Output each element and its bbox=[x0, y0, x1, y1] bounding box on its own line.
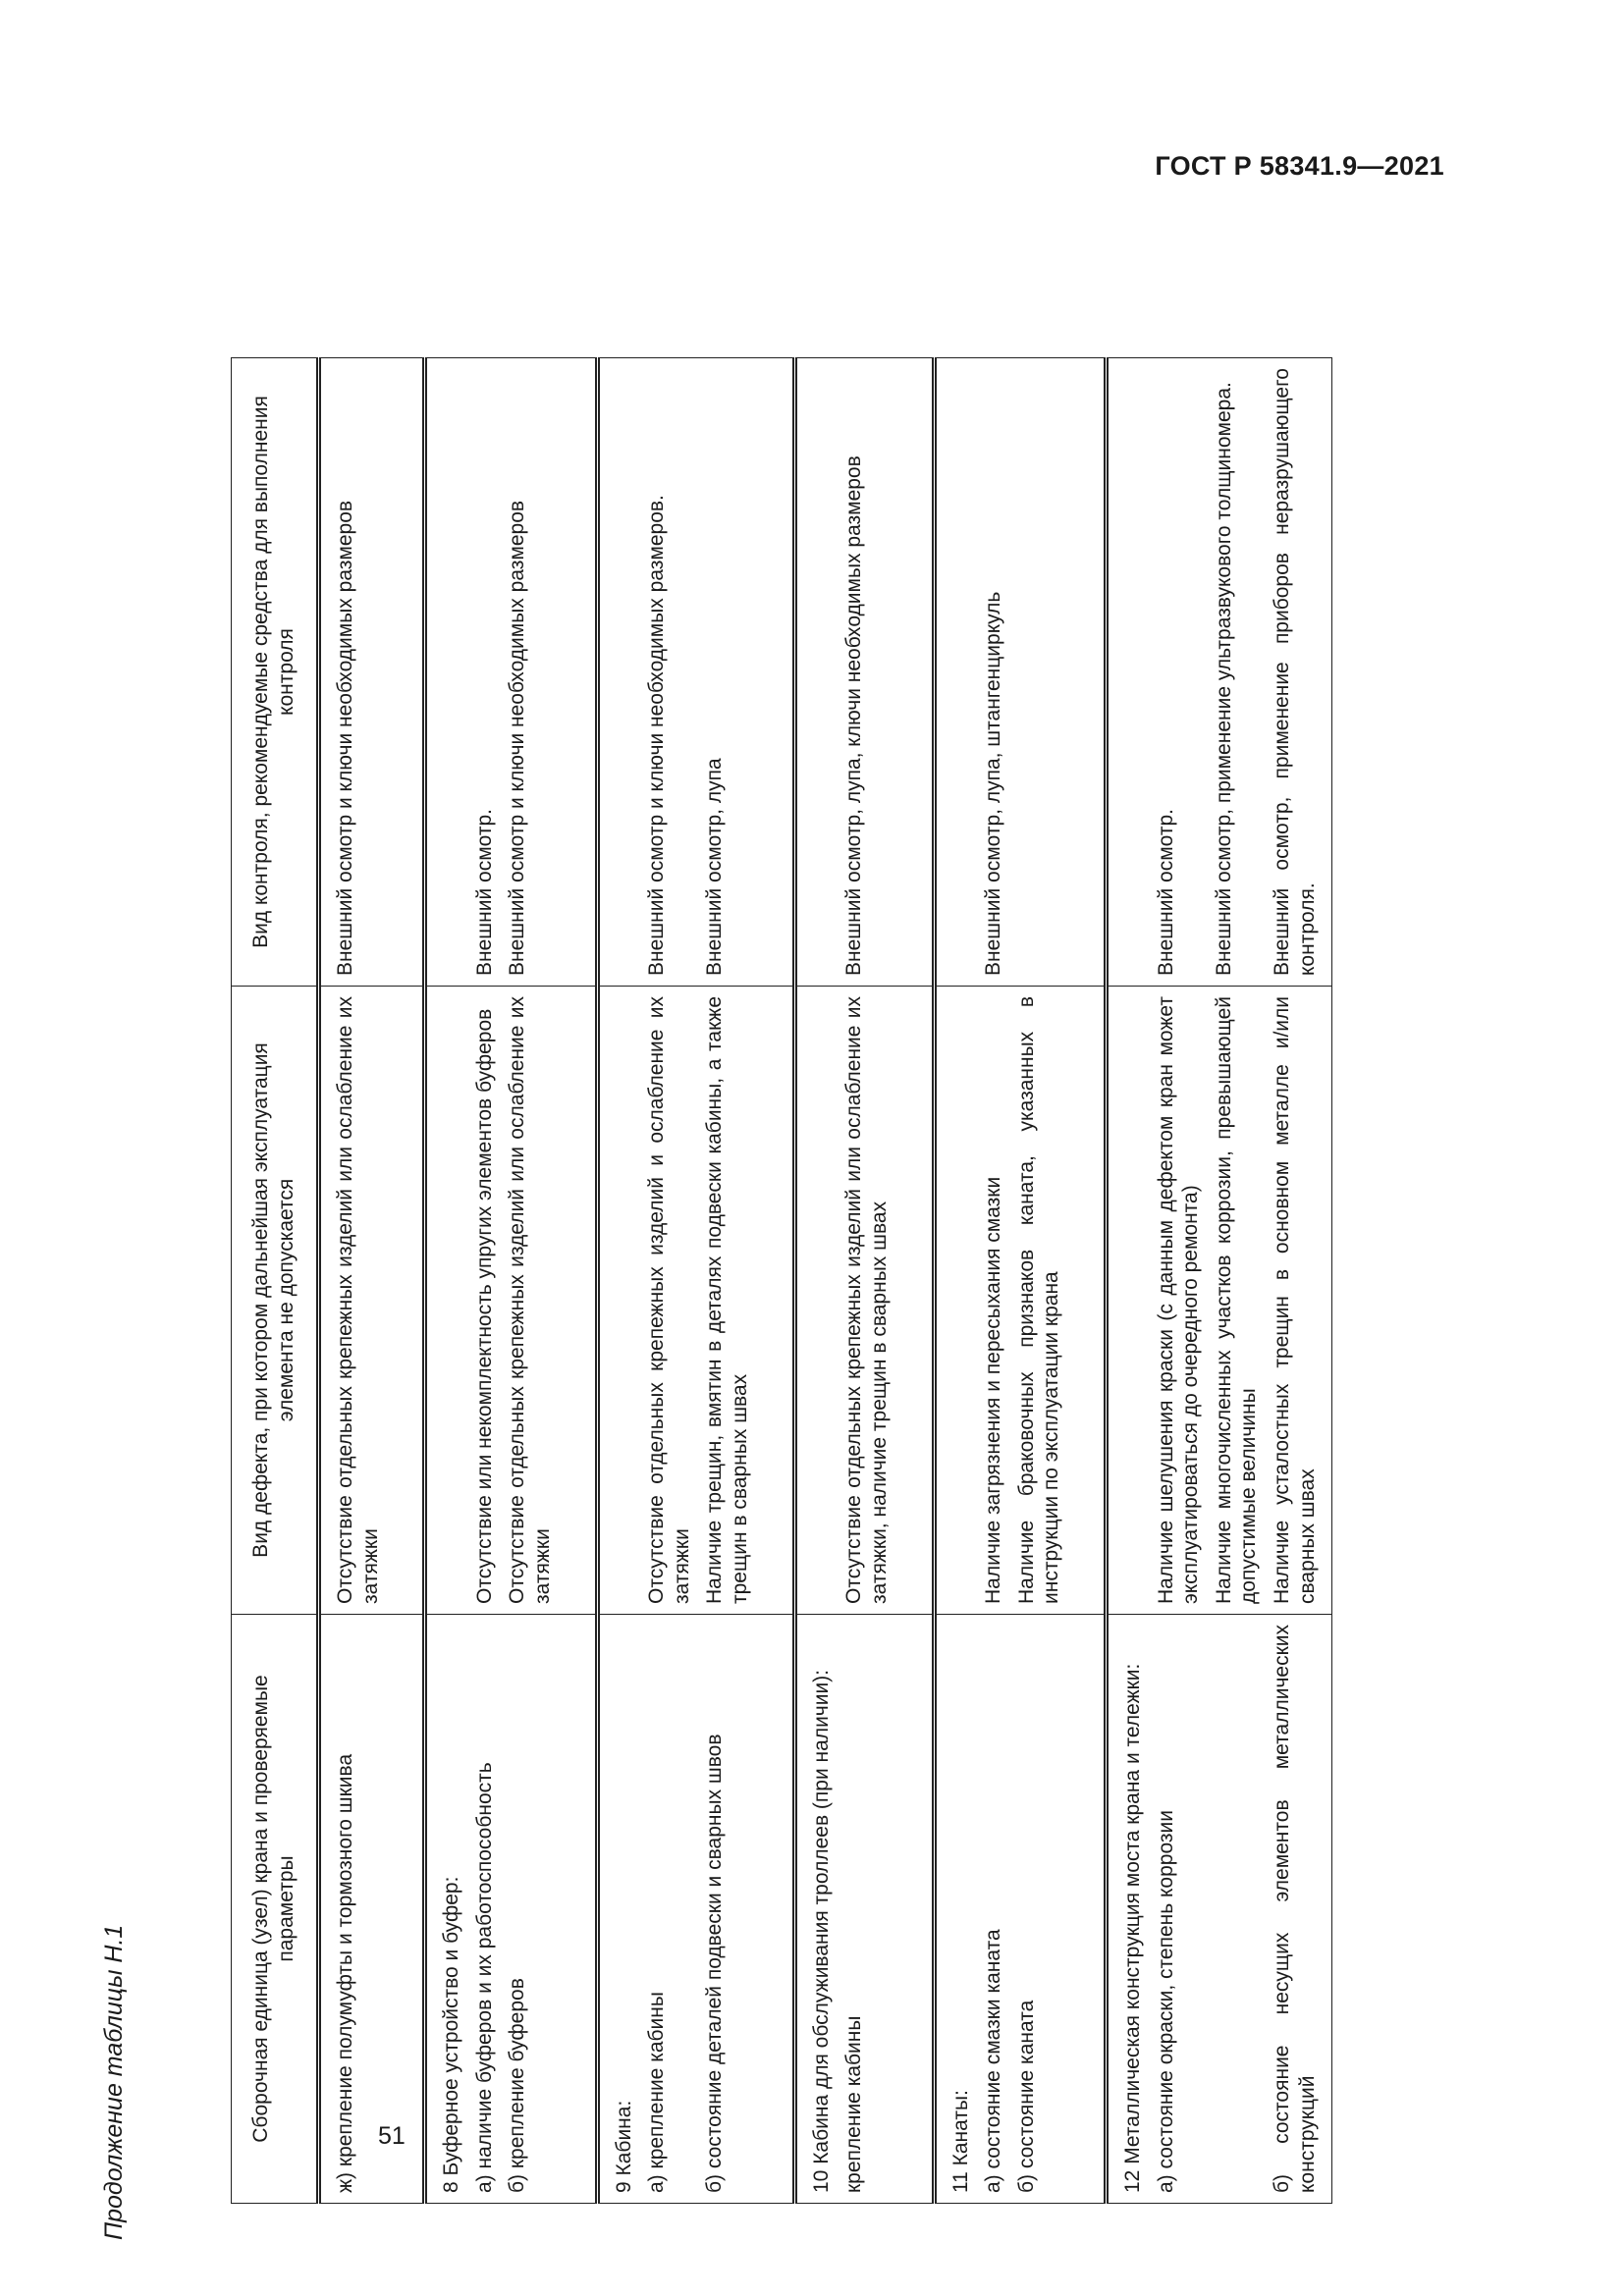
cell-defect: Отсутствие отдельных крепежных изделий или ослабление их затяжки bbox=[501, 987, 559, 1615]
cell-defect: Отсутствие отдельных крепежных изделий или ослабление их затяжки bbox=[319, 987, 388, 1615]
table-row bbox=[1266, 358, 1332, 2204]
cell-unit: б) состояние каната bbox=[1010, 1615, 1068, 2204]
cell-unit: крепление кабины bbox=[838, 1615, 895, 2204]
cell-unit: а) состояние смазки каната bbox=[977, 1615, 1010, 2204]
header-control: Вид контроля, рекомендуемые средства для выполнения контроля bbox=[232, 358, 319, 987]
cell-control: Внешний осмотр, применение ультразвукового толщиномера. bbox=[1208, 358, 1266, 987]
table-row-spacer bbox=[560, 358, 598, 2204]
cell-defect bbox=[597, 987, 640, 1615]
table-row-spacer bbox=[757, 358, 795, 2204]
table-row-spacer bbox=[387, 358, 425, 2204]
table-row bbox=[501, 358, 559, 2204]
table-row bbox=[1150, 358, 1208, 2204]
cell-control: Внешний осмотр, лупа, штангенциркуль bbox=[977, 358, 1010, 987]
standard-code: ГОСТ Р 58341.9—2021 bbox=[1155, 151, 1444, 181]
cell-control: Внешний осмотр и ключи необходимых размеров bbox=[319, 358, 388, 987]
cell-unit: а) состояние окраски, степень коррозии bbox=[1150, 1615, 1208, 2204]
cell-control bbox=[597, 358, 640, 987]
cell-defect: Наличие шелушения краски (с данным дефектом кран может эксплуатироваться до очередного ремонта) bbox=[1150, 987, 1208, 1615]
cell-control: Внешний осмотр. bbox=[468, 358, 502, 987]
table-row bbox=[934, 358, 977, 2204]
landscape-page-content bbox=[98, 231, 1473, 2253]
cell-defect: Наличие загрязнения и пересыхания смазки bbox=[977, 987, 1010, 1615]
cell-unit: 9 Кабина: bbox=[597, 1615, 640, 2204]
header-defect: Вид дефекта, при котором дальнейшая эксплуатация элемента не допускается bbox=[232, 987, 319, 1615]
table-header-row bbox=[232, 358, 319, 2204]
table-row bbox=[597, 358, 640, 2204]
cell-control: Внешний осмотр, лупа bbox=[698, 358, 756, 987]
cell-defect bbox=[934, 987, 977, 1615]
table-row bbox=[1106, 358, 1149, 2204]
table-row bbox=[640, 358, 698, 2204]
inspection-table bbox=[231, 357, 1332, 2204]
cell-control: Внешний осмотр, лупа, ключи необходимых размеров bbox=[838, 358, 895, 987]
cell-unit: б) состояние деталей подвески и сварных швов bbox=[698, 1615, 756, 2204]
cell-unit: б) крепление буферов bbox=[501, 1615, 559, 2204]
cell-defect bbox=[425, 987, 468, 1615]
cell-defect: Отсутствие отдельных крепежных изделий и ослабление их затяжки bbox=[640, 987, 698, 1615]
cell-control bbox=[794, 358, 838, 987]
table-row bbox=[698, 358, 756, 2204]
cell-unit: 12 Металлическая конструкция моста крана и тележки: bbox=[1106, 1615, 1149, 2204]
table-row-spacer bbox=[896, 358, 935, 2204]
cell-defect bbox=[1106, 987, 1149, 1615]
page-number: 51 bbox=[378, 2122, 406, 2150]
cell-unit: а) наличие буферов и их работоспособность bbox=[468, 1615, 502, 2204]
cell-control: Внешний осмотр, применение приборов неразрушающего контроля. bbox=[1266, 358, 1332, 987]
table-row bbox=[977, 358, 1010, 2204]
cell-control: Внешний осмотр и ключи необходимых размеров bbox=[501, 358, 559, 987]
cell-unit: б) состояние несущих элементов металлических конструкций bbox=[1266, 1615, 1332, 2204]
table-row-spacer bbox=[1068, 358, 1107, 2204]
cell-control: Внешний осмотр. bbox=[1150, 358, 1208, 987]
cell-defect: Наличие многочисленных участков коррозии, превышающей допустимые величины bbox=[1208, 987, 1266, 1615]
cell-control bbox=[1010, 358, 1068, 987]
table-caption: Продолжение таблицы Н.1 bbox=[100, 1924, 128, 2240]
cell-unit: ж) крепление полумуфты и тормозного шкива bbox=[319, 1615, 388, 2204]
cell-defect: Наличие усталостных трещин в основном металле и/или сварных швах bbox=[1266, 987, 1332, 1615]
cell-defect: Отсутствие отдельных крепежных изделий или ослабление их затяжки, наличие трещин в сварных швах bbox=[838, 987, 895, 1615]
cell-defect: Наличие трещин, вмятин в деталях подвески кабины, а также трещин в сварных швах bbox=[698, 987, 756, 1615]
table-row bbox=[794, 358, 838, 2204]
cell-control: Внешний осмотр и ключи необходимых размеров. bbox=[640, 358, 698, 987]
cell-defect bbox=[794, 987, 838, 1615]
cell-unit: 10 Кабина для обслуживания троллеев (при наличии): bbox=[794, 1615, 838, 2204]
header-unit: Сборочная единица (узел) крана и проверяемые параметры bbox=[232, 1615, 319, 2204]
table-row bbox=[468, 358, 502, 2204]
cell-unit: 8 Буферное устройство и буфер: bbox=[425, 1615, 468, 2204]
table-row bbox=[1208, 358, 1266, 2204]
cell-unit bbox=[1208, 1615, 1266, 2204]
cell-defect: Отсутствие или некомплектность упругих элементов буферов bbox=[468, 987, 502, 1615]
cell-control bbox=[1106, 358, 1149, 987]
cell-control bbox=[934, 358, 977, 987]
table-row bbox=[1010, 358, 1068, 2204]
table-row bbox=[319, 358, 388, 2204]
cell-control bbox=[425, 358, 468, 987]
cell-unit: а) крепление кабины bbox=[640, 1615, 698, 2204]
table-row bbox=[838, 358, 895, 2204]
cell-defect: Наличие браковочных признаков каната, указанных в инструкции по эксплуатации крана bbox=[1010, 987, 1068, 1615]
table-row bbox=[425, 358, 468, 2204]
cell-unit: 11 Канаты: bbox=[934, 1615, 977, 2204]
